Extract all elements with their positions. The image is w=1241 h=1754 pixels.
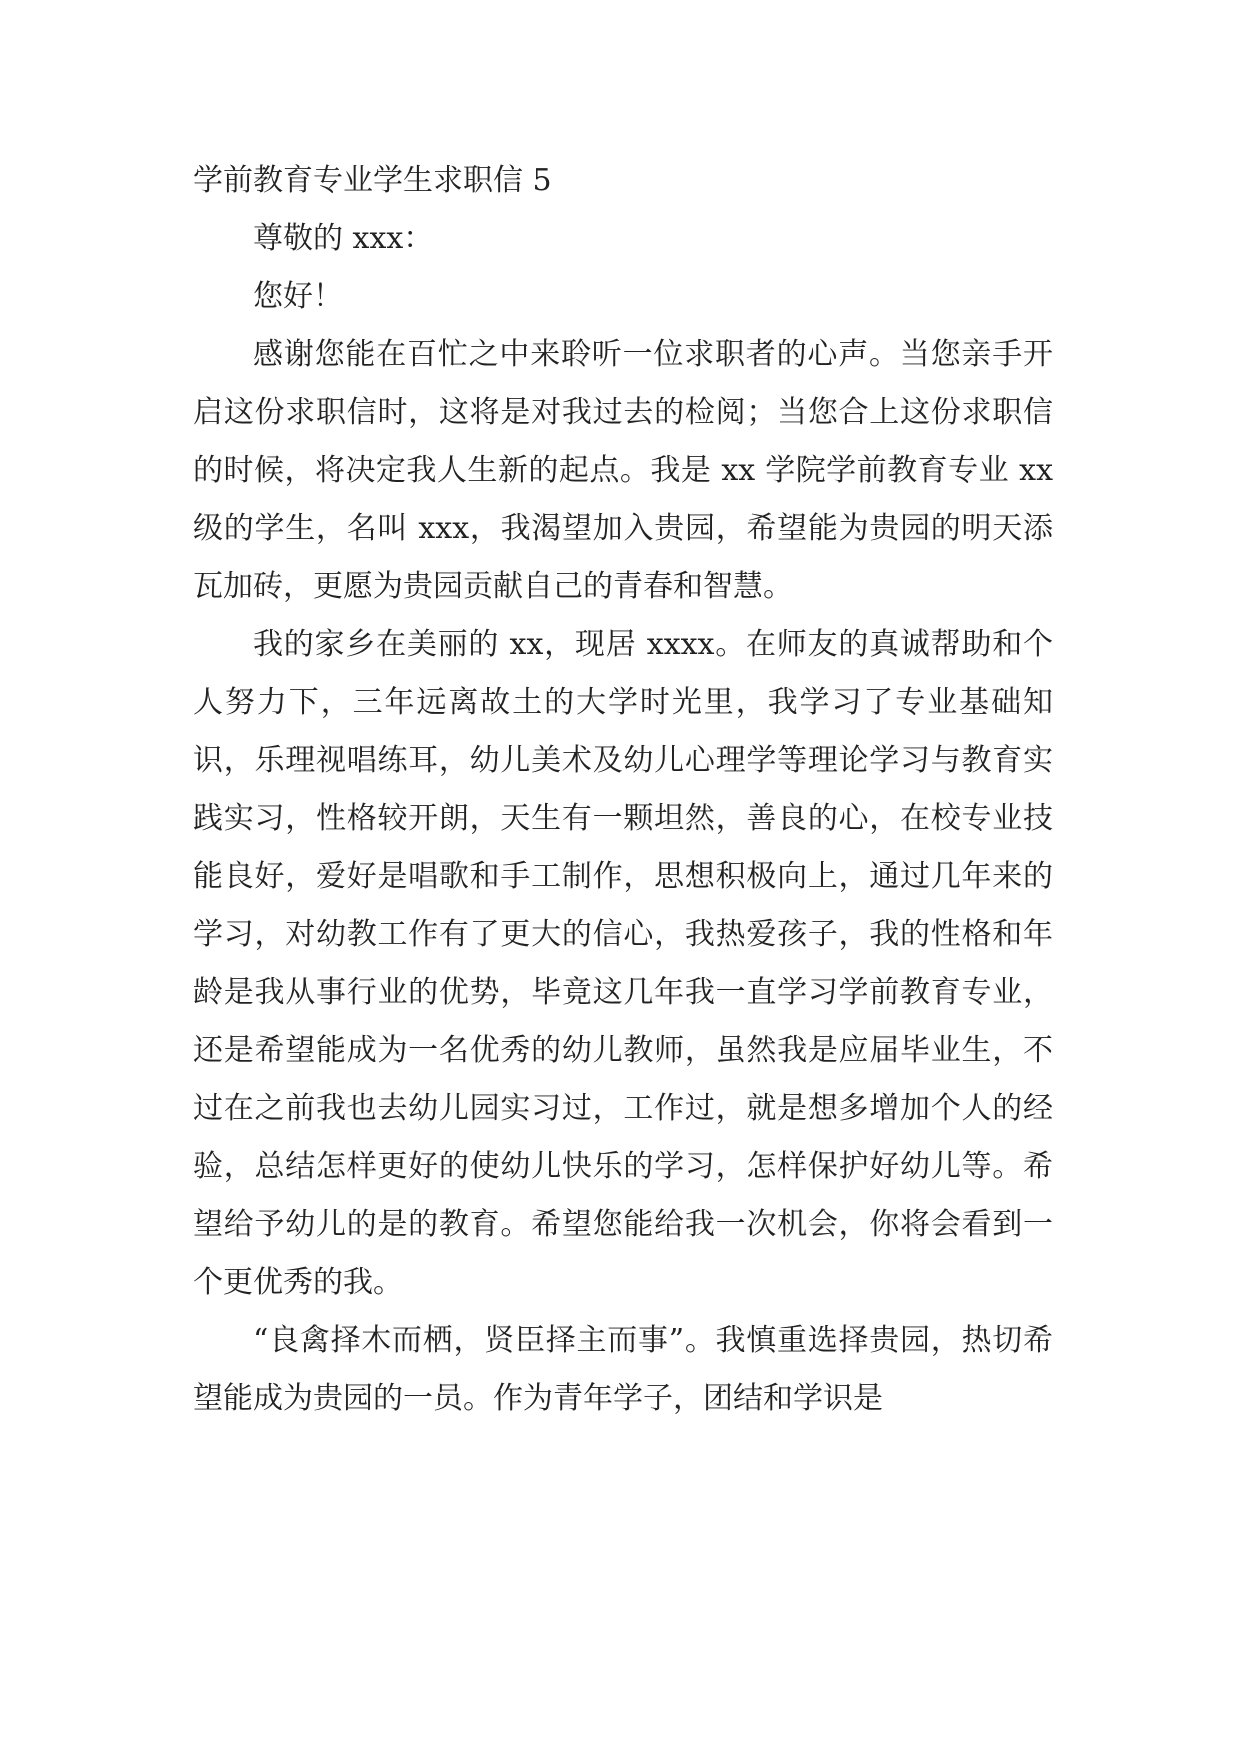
document-title: 学前教育专业学生求职信 5 xyxy=(193,163,552,198)
paragraph-gratitude: 感谢您能在百忙之中来聆听一位求职者的心声。当您亲手开启这份求职信时，这将是对我过去的检阅；当您合上这份求职信的时候，将决定我人生新的起点。我是 xx 学院学前教育专业 xx 级的学生，名叫 xxx，我渴望加入贵园，希望能为贵园的明天添瓦加砖，更愿为贵园贡献自己的青春和智慧。 xyxy=(193,337,1053,604)
salutation: 尊敬的 xxx： xyxy=(253,221,434,256)
paragraph-choice: “良禽择木而栖，贤臣择主而事”。我慎重选择贵园，热切希望能成为贵园的一员。作为青年学子，团结和学识是 xyxy=(193,1323,1053,1416)
greeting: 您好！ xyxy=(253,279,343,314)
letter-body xyxy=(193,152,1053,1428)
paragraph-background: 我的家乡在美丽的 xx，现居 xxxx。在师友的真诚帮助和个人努力下，三年远离故土的大学时光里，我学习了专业基础知识，乐理视唱练耳，幼儿美术及幼儿心理学等理论学习与教育实践实习，性格较开朗，天生有一颗坦然，善良的心，在校专业技能良好，爱好是唱歌和手工制作，思想积极向上，通过几年来的学习，对幼教工作有了更大的信心，我热爱孩子，我的性格和年龄是我从事行业的优势，毕竟这几年我一直学习学前教育专业，还是希望能成为一名优秀的幼儿教师，虽然我是应届毕业生，不过在之前我也去幼儿园实习过，工作过，就是想多增加个人的经验，总结怎样更好的使幼儿快乐的学习，怎样保护好幼儿等。希望给予幼儿的是的教育。希望您能给我一次机会，你将会看到一个更优秀的我。 xyxy=(193,627,1053,1300)
